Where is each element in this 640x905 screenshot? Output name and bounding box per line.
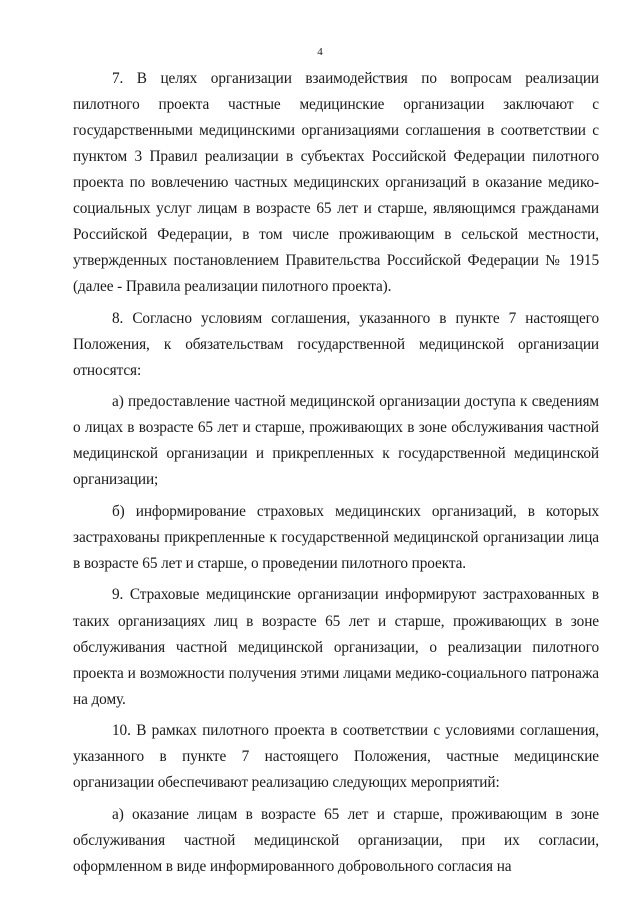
paragraph-8-b: б) информирование страховых медицинских организаций, в которых застрахованы прикрепленные к государственной медицинской организации лица в возрасте 65 лет и старше, о проведении пилотного проекта. xyxy=(73,502,599,573)
paragraph-9: 9. Страховые медицинские организации информируют застрахованных в таких организациях лиц в возрасте 65 лет и старше, проживающих в зоне обслуживания частной медицинской организации, о реализации пилотного проекта и возможности получения этими лицами медико-социального патронажа на дому. xyxy=(73,586,599,708)
paragraph-10: 10. В рамках пилотного проекта в соответствии с условиями соглашения, указанного в пункте 7 настоящего Положения, частные медицинские организации обеспечивают реализацию следующих мероприятий: xyxy=(73,722,599,792)
document-body xyxy=(73,66,599,880)
paragraph-8: 8. Согласно условиям соглашения, указанного в пункте 7 настоящего Положения, к обязательствам государственной медицинской организации относятся: xyxy=(73,309,599,379)
paragraph-8-a: а) предоставление частной медицинской организации доступа к сведениям о лицах в возрасте 65 лет и старше, проживающих в зоне обслуживания частной медицинской организации и прикрепленных к государственной медицинской организации; xyxy=(73,393,599,489)
paragraph-7: 7. В целях организации взаимодействия по вопросам реализации пилотного проекта частные медицинские организации заключают с государственными медицинскими организациями соглашения в соответствии с пунктом 3 Правил реализации в субъектах Российской Федерации пилотного проекта по вовлечению частных медицинских организаций в оказание медико-социальных услуг лицам в возрасте 65 лет и старше, являющимся гражданами Российской Федерации, в том числе проживающим в сельской местности, утвержденных постановлением Правительства Российской Федерации № 1915 (далее - Правила реализации пилотного проекта). xyxy=(73,70,599,296)
paragraph-10-a: а) оказание лицам в возрасте 65 лет и старше, проживающим в зоне обслуживания частной медицинской организации, при их согласии, оформленном в виде информированного добровольного согласия на xyxy=(73,805,599,875)
page-number: 4 xyxy=(317,46,323,58)
